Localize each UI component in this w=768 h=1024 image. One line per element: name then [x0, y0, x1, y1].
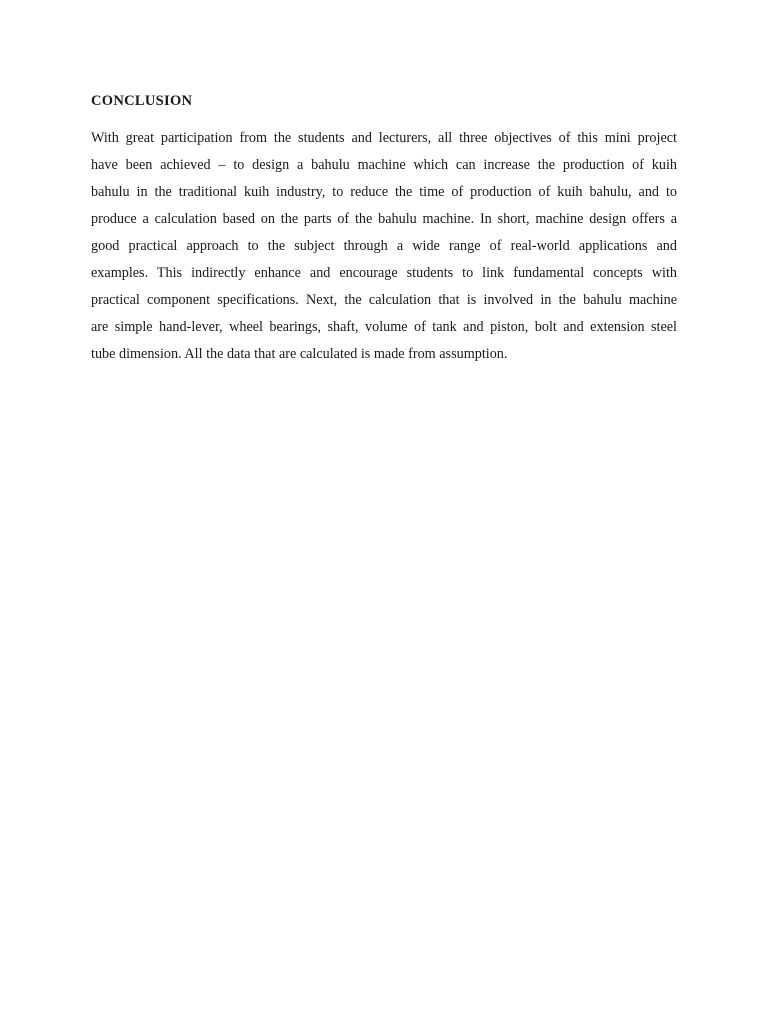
paragraph-line: have been achieved – to design a bahulu machine which can increase the production of kuih — [91, 157, 677, 173]
paragraph-line: With great participation from the students and lecturers, all three objectives of this mini project — [91, 130, 677, 146]
section-heading: CONCLUSION — [91, 93, 193, 109]
paragraph-line: good practical approach to the subject through a wide range of real-world applications and — [91, 238, 677, 254]
paragraph-line: bahulu in the traditional kuih industry, to reduce the time of production of kuih bahulu, and to — [91, 184, 677, 200]
conclusion-paragraph — [91, 125, 677, 368]
paragraph-line: examples. This indirectly enhance and encourage students to link fundamental concepts with — [91, 265, 677, 281]
paragraph-line: are simple hand-lever, wheel bearings, shaft, volume of tank and piston, bolt and extension steel — [91, 319, 677, 335]
paragraph-line: tube dimension. All the data that are calculated is made from assumption. — [91, 346, 508, 362]
paragraph-line: practical component specifications. Next, the calculation that is involved in the bahulu machine — [91, 292, 677, 308]
paragraph-line: produce a calculation based on the parts of the bahulu machine. In short, machine design offers a — [91, 211, 677, 227]
